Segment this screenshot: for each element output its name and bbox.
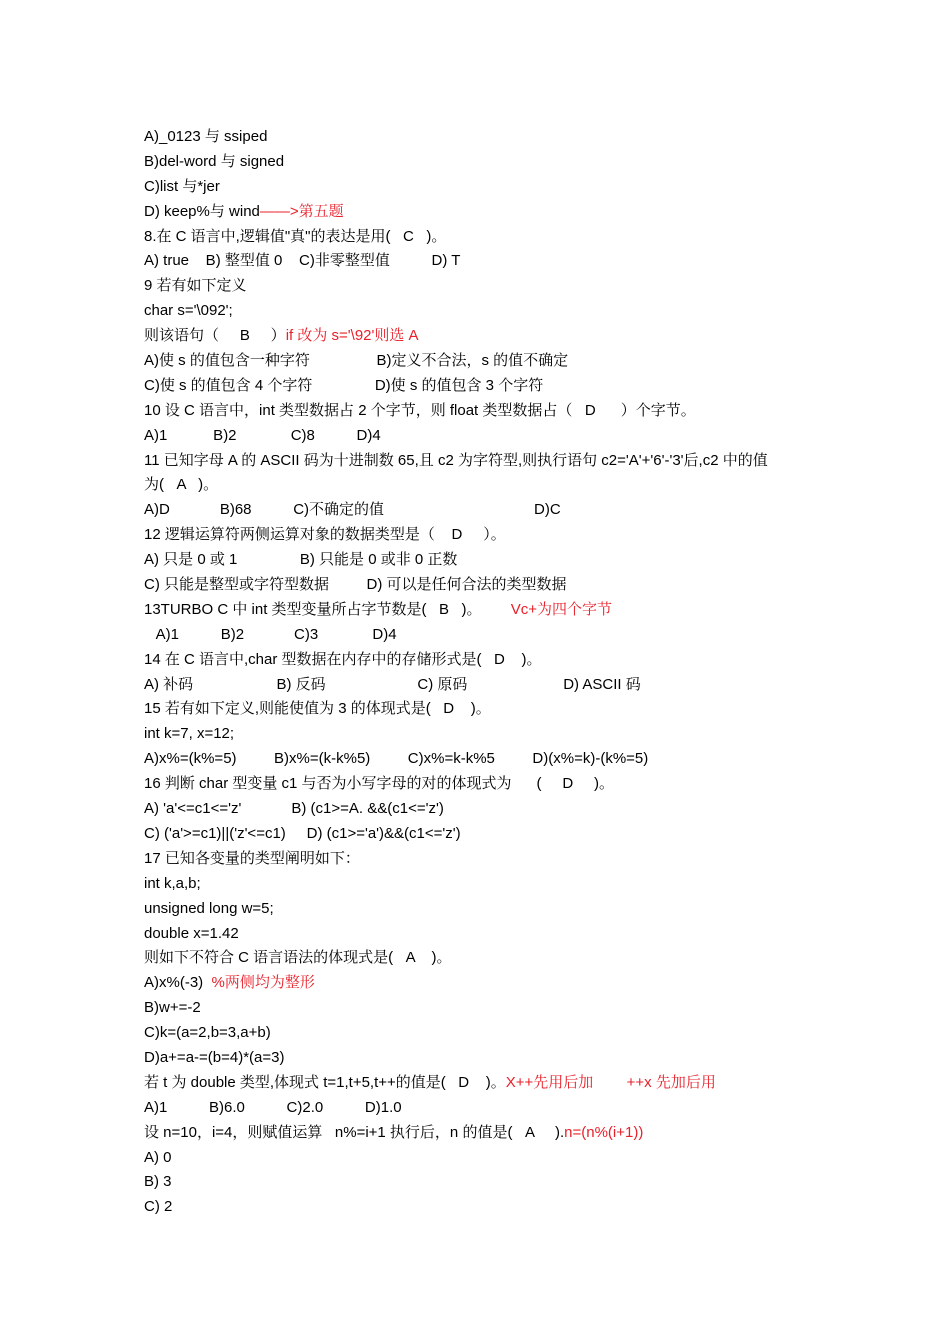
text-line <box>144 125 824 150</box>
red-annotation: if 改为 s='\92'则选 A <box>285 327 419 345</box>
text-segment: D) keep%与 wind <box>144 202 260 220</box>
text-segment: 10 设 C 语言中，int 类型数据占 2 个字节，则 float 类型数据占（ D ）个字节。 <box>144 401 696 419</box>
text-line <box>144 946 824 971</box>
text-line <box>144 697 824 722</box>
text-line <box>144 399 824 424</box>
text-line <box>144 299 824 324</box>
text-line <box>144 673 824 698</box>
text-line <box>144 996 824 1021</box>
text-segment: 则该语句（ B ） <box>144 327 286 345</box>
text-segment: 若 t 为 double 类型,体现式 t=1,t+5,t++的值是( D )。 <box>144 1073 506 1091</box>
text-segment: D)a+=a-=(b=4)*(a=3) <box>144 1048 285 1066</box>
red-annotation: X++先用后加 ++x 先加后用 <box>505 1073 716 1091</box>
text-segment: A) 只是 0 或 1 B) 只能是 0 或非 0 正数 <box>144 551 458 569</box>
text-segment: char s='\092'; <box>144 302 233 320</box>
text-segment: C)list 与*jer <box>144 177 220 195</box>
text-segment: A)D B)68 C)不确定的值 D)C <box>144 501 561 519</box>
text-segment: A) true B) 整型值 0 C)非零整型值 D) T <box>144 252 461 270</box>
text-line <box>144 1096 824 1121</box>
document-page <box>144 125 824 1220</box>
text-segment: B)del-word 与 signed <box>144 152 285 170</box>
text-segment: A)1 B)2 C)8 D)4 <box>144 426 381 444</box>
text-segment: C) ('a'>=c1)||('z'<=c1) D) (c1>='a')&&(c1<='z') <box>144 824 461 842</box>
text-line <box>144 523 824 548</box>
text-segment: A)1 B)6.0 C)2.0 D)1.0 <box>144 1098 402 1116</box>
text-line <box>144 1170 824 1195</box>
text-segment: A)x%(-3) <box>144 974 212 992</box>
text-segment: A) 0 <box>144 1148 172 1166</box>
text-segment: A) 'a'<=c1<='z' B) (c1>=A. &&(c1<='z') <box>144 800 444 818</box>
text-segment: unsigned long w=5; <box>144 899 274 917</box>
text-line <box>144 747 824 772</box>
text-segment: C)使 s 的值包含 4 个字符 D)使 s 的值包含 3 个字符 <box>144 376 544 394</box>
text-segment: 11 已知字母 A 的 ASCII 码为十进制数 65,且 c2 为字符型,则执行语句 c2='A'+'6'-'3'后,c2 中的值 <box>144 451 768 469</box>
text-line <box>144 424 824 449</box>
text-line <box>144 772 824 797</box>
text-segment: 16 判断 char 型变量 c1 与否为小写字母的对的体现式为 ( D )。 <box>144 775 615 793</box>
text-segment: A)x%=(k%=5) B)x%=(k-k%5) C)x%=k-k%5 D)(x%=k)-(k%=5) <box>144 750 649 768</box>
text-line <box>144 1021 824 1046</box>
text-line <box>144 598 824 623</box>
text-line <box>144 897 824 922</box>
text-line <box>144 971 824 996</box>
text-segment: 8.在 C 语言中,逻辑值"真"的表达是用( C )。 <box>144 227 447 245</box>
text-segment: 为( A )。 <box>144 476 219 494</box>
text-line <box>144 200 824 225</box>
text-line <box>144 1046 824 1071</box>
text-line <box>144 722 824 747</box>
text-line <box>144 249 824 274</box>
text-segment: A)_0123 与 ssiped <box>144 128 268 145</box>
text-line <box>144 374 824 399</box>
text-line <box>144 548 824 573</box>
text-segment: C)k=(a=2,b=3,a+b) <box>144 1024 271 1042</box>
text-line <box>144 648 824 673</box>
text-segment: C) 只能是整型或字符型数据 D) 可以是任何合法的类型数据 <box>144 576 567 594</box>
text-segment: A)使 s 的值包含一种字符 B)定义不合法，s 的值不确定 <box>144 352 569 370</box>
text-line <box>144 349 824 374</box>
text-line <box>144 872 824 897</box>
text-segment: 15 若有如下定义,则能使值为 3 的体现式是( D )。 <box>144 700 491 718</box>
red-annotation: n=(n%(i+1)) <box>564 1123 644 1141</box>
red-annotation: Vc+为四个字节 <box>510 600 612 618</box>
text-line <box>144 1146 824 1171</box>
text-segment: B)w+=-2 <box>144 999 201 1017</box>
text-segment: 14 在 C 语言中,char 型数据在内存中的存储形式是( D )。 <box>144 650 542 668</box>
text-line <box>144 1195 824 1220</box>
text-line <box>144 623 824 648</box>
text-segment: A)1 B)2 C)3 D)4 <box>144 625 397 643</box>
text-line <box>144 922 824 947</box>
text-line <box>144 473 824 498</box>
text-segment: int k=7, x=12; <box>144 725 235 743</box>
red-annotation: ——>第五题 <box>259 202 344 220</box>
text-segment: int k,a,b; <box>144 874 201 892</box>
text-segment: 13TURBO C 中 int 类型变量所占字节数是( B )。 <box>144 600 511 618</box>
text-segment: double x=1.42 <box>144 924 239 942</box>
text-segment: A) 补码 B) 反码 C) 原码 D) ASCII 码 <box>144 675 641 693</box>
text-line <box>144 225 824 250</box>
text-line <box>144 1121 824 1146</box>
text-segment: 设 n=10，i=4，则赋值运算 n%=i+1 执行后，n 的值是( A ). <box>144 1123 565 1141</box>
text-line <box>144 449 824 474</box>
text-line <box>144 150 824 175</box>
text-segment: 12 逻辑运算符两侧运算对象的数据类型是（ D ）。 <box>144 526 506 544</box>
text-line <box>144 797 824 822</box>
text-segment: 17 已知各变量的类型阐明如下： <box>144 849 360 867</box>
text-line <box>144 324 824 349</box>
text-line <box>144 847 824 872</box>
text-line <box>144 1071 824 1096</box>
text-line <box>144 573 824 598</box>
text-segment: 9 若有如下定义 <box>144 277 247 295</box>
text-segment: 则如下不符合 C 语言语法的体现式是( A )。 <box>144 949 452 967</box>
text-segment: C) 2 <box>144 1198 173 1216</box>
text-segment: B) 3 <box>144 1173 172 1191</box>
red-annotation: %两侧均为整形 <box>211 974 315 992</box>
text-line <box>144 175 824 200</box>
text-line <box>144 822 824 847</box>
text-line <box>144 274 824 299</box>
text-line <box>144 498 824 523</box>
